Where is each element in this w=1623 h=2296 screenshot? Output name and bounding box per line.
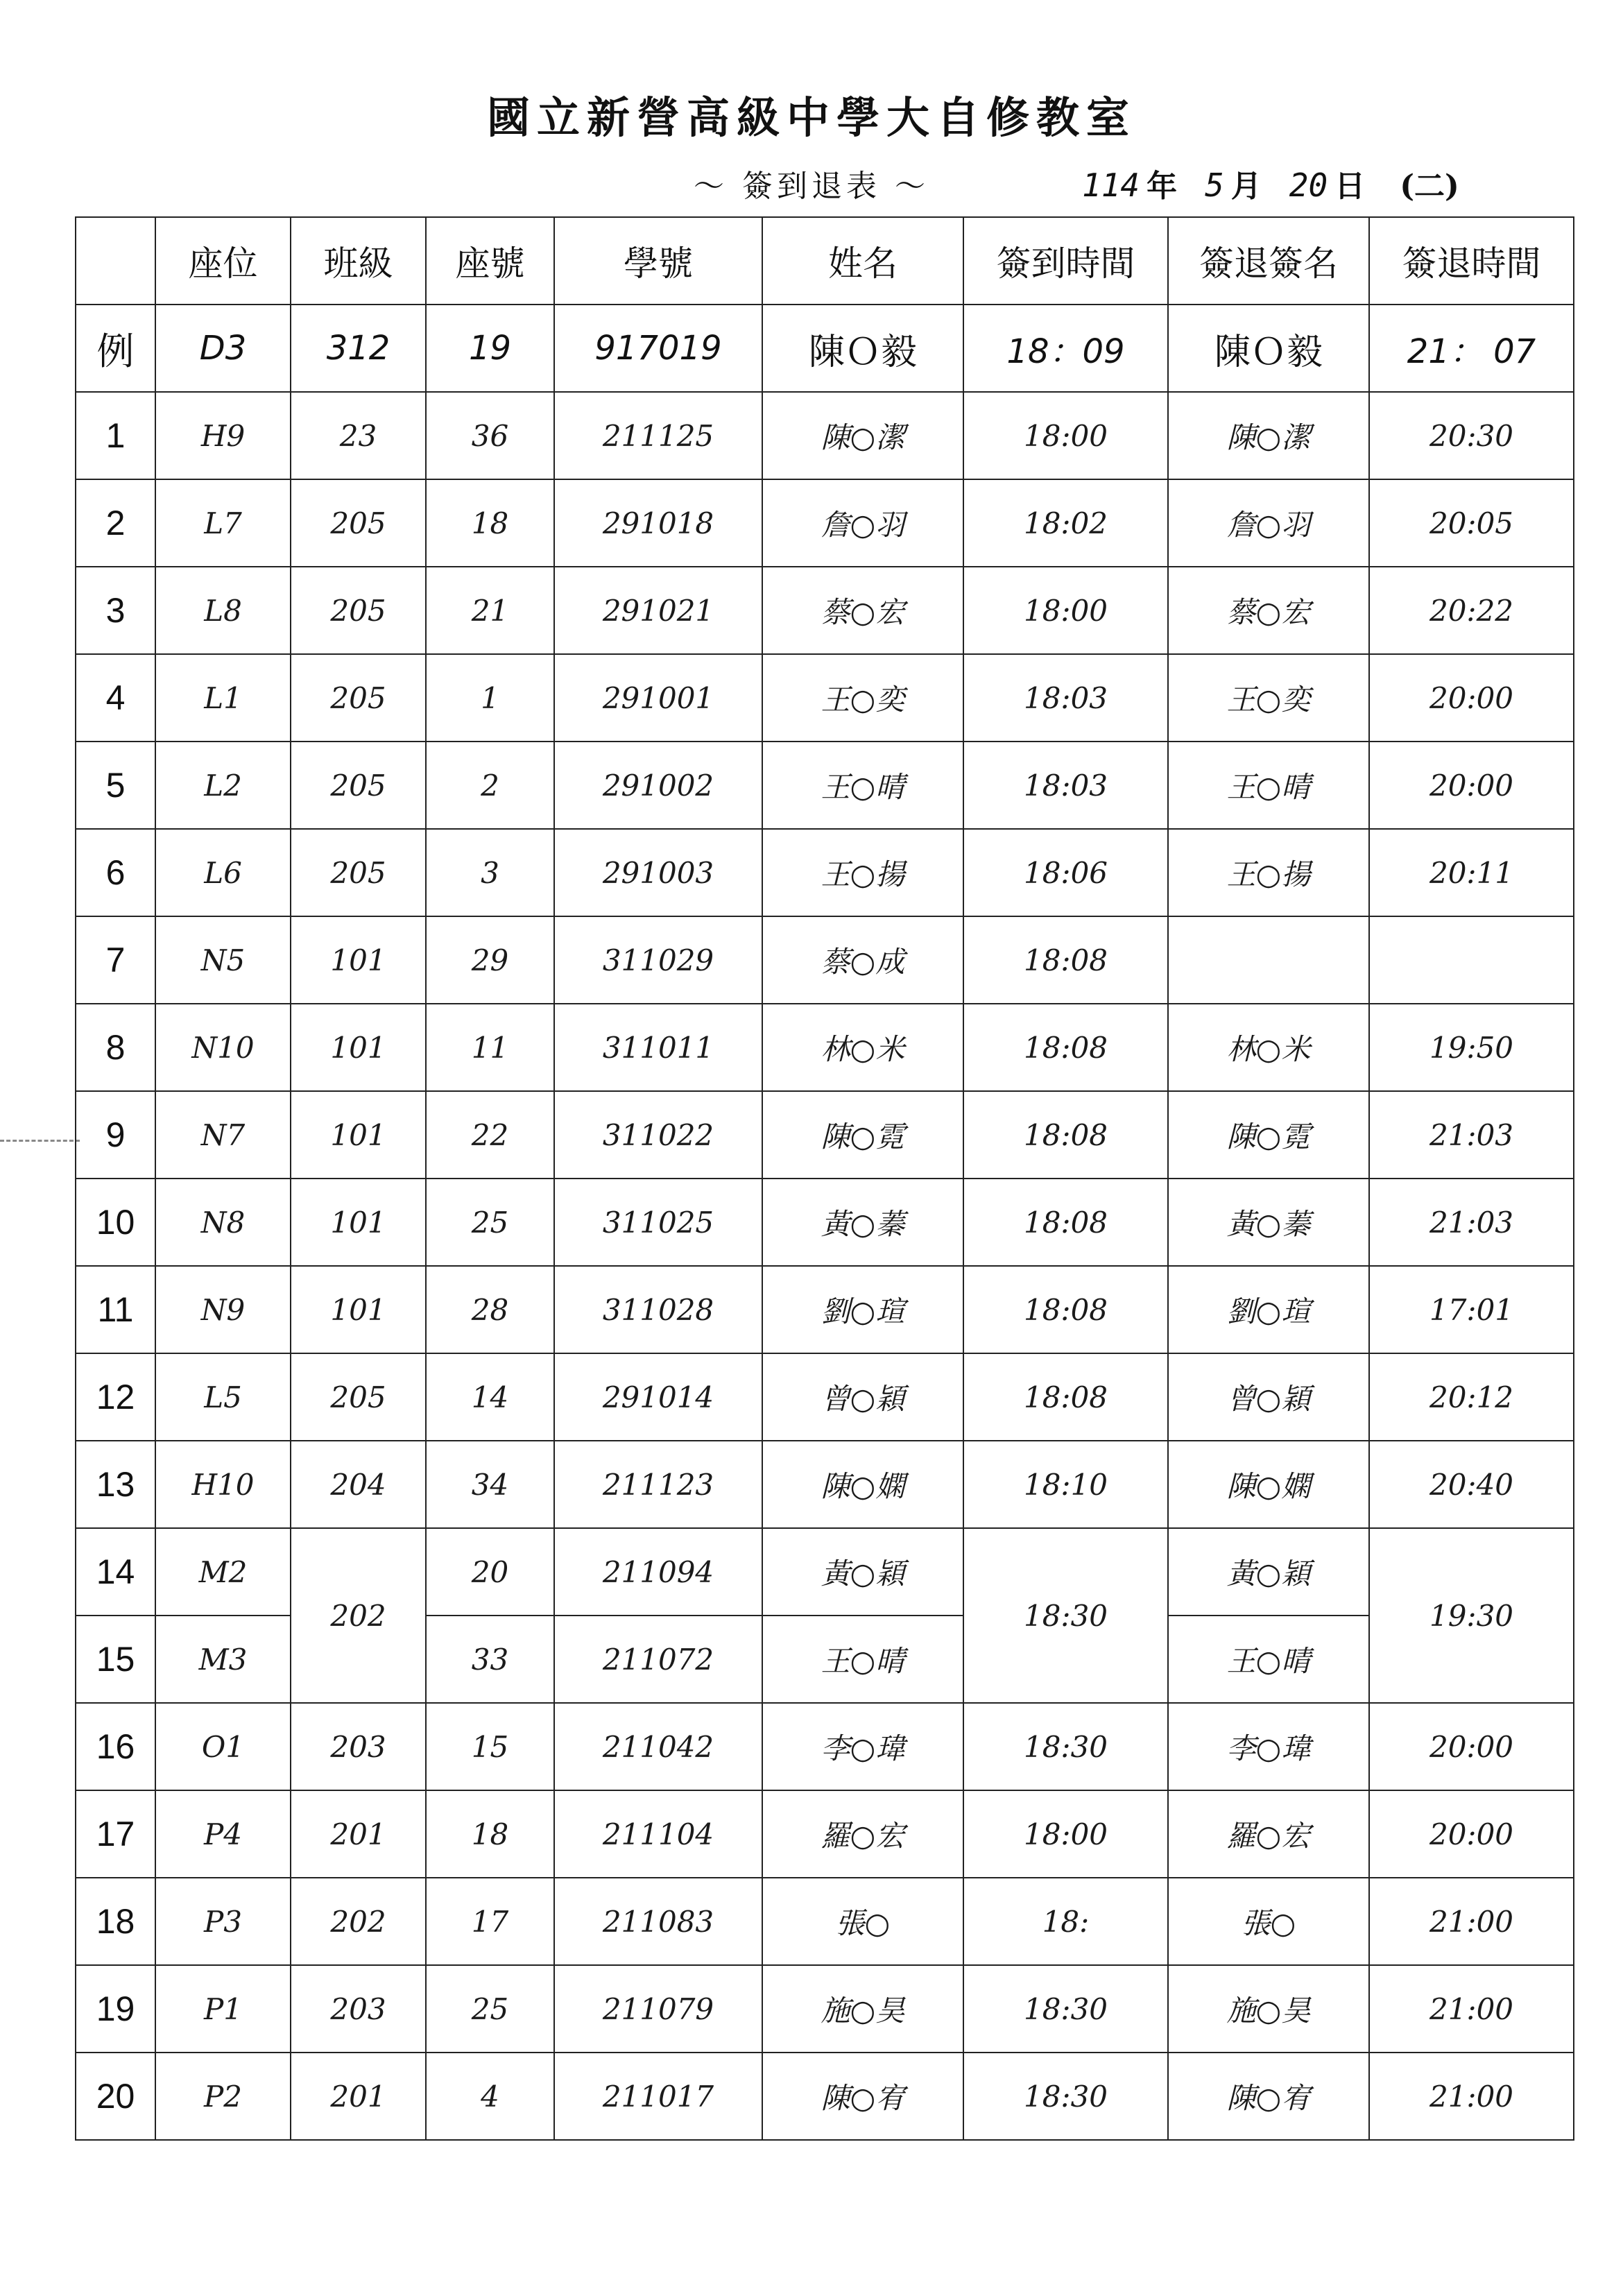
row-student-id: 311011 (554, 1004, 762, 1091)
row-checkout-signature: 林○米 (1168, 1004, 1369, 1091)
row-class: 205 (291, 654, 426, 742)
row-checkin-time: 18: (963, 1878, 1168, 1965)
row-checkout-signature: 施○昊 (1168, 1965, 1369, 2053)
example-class: 312 (291, 305, 426, 392)
row-name: 蔡○宏 (762, 567, 963, 654)
row-checkin-time: 18:00 (963, 567, 1168, 654)
row-seat-no: 1 (426, 654, 554, 742)
date-day-label: 日 (1334, 169, 1366, 204)
header-seat-no: 座號 (426, 217, 554, 305)
row-student-id: 311025 (554, 1179, 762, 1266)
header-name: 姓名 (762, 217, 963, 305)
row-index: 12 (76, 1353, 155, 1441)
form-date (1082, 161, 1487, 205)
row-class: 205 (291, 742, 426, 829)
row-checkout-time: 21:00 (1369, 2053, 1574, 2140)
row-seat-no: 11 (426, 1004, 554, 1091)
row-seat-no: 18 (426, 1790, 554, 1878)
row-seat-no: 21 (426, 567, 554, 654)
row-checkout-time: 19:50 (1369, 1004, 1574, 1091)
row-checkin-time: 18:08 (963, 1004, 1168, 1091)
date-year-value: 114 (1082, 166, 1140, 204)
row-seat: L5 (155, 1353, 291, 1441)
header-seat: 座位 (155, 217, 291, 305)
row-seat: N7 (155, 1091, 291, 1179)
row-checkout-signature: 陳○霓 (1168, 1091, 1369, 1179)
row-checkin-time: 18:08 (963, 1091, 1168, 1179)
header-class: 班級 (291, 217, 426, 305)
row-seat: O1 (155, 1703, 291, 1790)
row-seat-no: 34 (426, 1441, 554, 1528)
row-checkout-time (1369, 916, 1574, 1004)
row-seat: M3 (155, 1616, 291, 1703)
row-checkin-time: 18:08 (963, 916, 1168, 1004)
table-row (76, 1004, 1574, 1091)
row-checkout-time: 20:12 (1369, 1353, 1574, 1441)
table-row (76, 916, 1574, 1004)
table-row (76, 829, 1574, 916)
row-checkout-time: 20:00 (1369, 1790, 1574, 1878)
table-row (76, 1528, 1574, 1616)
row-seat: M2 (155, 1528, 291, 1616)
row-class: 101 (291, 1091, 426, 1179)
row-name: 劉○瑄 (762, 1266, 963, 1353)
table-row (76, 1353, 1574, 1441)
row-checkout-signature: 王○晴 (1168, 1616, 1369, 1703)
row-seat-no: 15 (426, 1703, 554, 1790)
row-checkout-signature: 詹○羽 (1168, 479, 1369, 567)
row-index: 5 (76, 742, 155, 829)
row-student-id: 311028 (554, 1266, 762, 1353)
row-checkout-time: 21:03 (1369, 1179, 1574, 1266)
table-row (76, 1179, 1574, 1266)
row-seat-no: 28 (426, 1266, 554, 1353)
row-seat-no: 14 (426, 1353, 554, 1441)
row-index: 20 (76, 2053, 155, 2140)
row-checkin-time: 18:00 (963, 392, 1168, 479)
row-student-id: 211125 (554, 392, 762, 479)
row-student-id: 291003 (554, 829, 762, 916)
row-checkout-signature: 王○揚 (1168, 829, 1369, 916)
row-seat-no: 25 (426, 1965, 554, 2053)
row-class: 202 (291, 1878, 426, 1965)
row-seat: N9 (155, 1266, 291, 1353)
row-checkout-time: 21:03 (1369, 1091, 1574, 1179)
row-checkout-time: 20:00 (1369, 1703, 1574, 1790)
row-name: 王○揚 (762, 829, 963, 916)
row-checkout-signature: 陳○嫻 (1168, 1441, 1369, 1528)
row-student-id: 211094 (554, 1528, 762, 1616)
row-seat: N10 (155, 1004, 291, 1091)
row-name: 詹○羽 (762, 479, 963, 567)
example-row (76, 305, 1574, 392)
table-row (76, 1703, 1574, 1790)
table-row (76, 1091, 1574, 1179)
row-checkout-signature: 劉○瑄 (1168, 1266, 1369, 1353)
table-row (76, 1965, 1574, 2053)
row-seat-no: 25 (426, 1179, 554, 1266)
row-name: 蔡○成 (762, 916, 963, 1004)
row-seat: N5 (155, 916, 291, 1004)
row-index: 1 (76, 392, 155, 479)
row-index: 3 (76, 567, 155, 654)
row-class: 202 (291, 1528, 426, 1703)
row-checkout-signature: 陳○潔 (1168, 392, 1369, 479)
table-row (76, 392, 1574, 479)
row-checkin-time: 18:03 (963, 654, 1168, 742)
row-name: 陳○宥 (762, 2053, 963, 2140)
row-seat-no: 36 (426, 392, 554, 479)
example-seat: D3 (155, 305, 291, 392)
row-student-id: 211104 (554, 1790, 762, 1878)
margin-dashes (0, 1140, 80, 1142)
row-checkout-signature: 王○晴 (1168, 742, 1369, 829)
header-student-id: 學號 (554, 217, 762, 305)
row-checkout-signature: 張○ (1168, 1878, 1369, 1965)
table-row (76, 742, 1574, 829)
row-checkout-time: 20:40 (1369, 1441, 1574, 1528)
signin-table (75, 216, 1574, 2141)
date-month-value: 5 (1205, 166, 1224, 204)
row-index: 16 (76, 1703, 155, 1790)
row-checkout-time: 20:00 (1369, 742, 1574, 829)
row-checkout-signature (1168, 916, 1369, 1004)
row-checkin-time: 18:30 (963, 1965, 1168, 2053)
row-name: 黃○穎 (762, 1528, 963, 1616)
example-checkin-time: 18：09 (963, 305, 1168, 392)
example-checkout-time: 21： 07 (1369, 305, 1574, 392)
row-seat: L2 (155, 742, 291, 829)
row-checkin-time: 18:30 (963, 2053, 1168, 2140)
row-name: 陳○嫻 (762, 1441, 963, 1528)
row-index: 9 (76, 1091, 155, 1179)
row-checkout-signature: 黃○穎 (1168, 1528, 1369, 1616)
header-checkout-time: 簽退時間 (1369, 217, 1574, 305)
row-class: 101 (291, 1004, 426, 1091)
row-name: 羅○宏 (762, 1790, 963, 1878)
row-student-id: 311022 (554, 1091, 762, 1179)
row-index: 13 (76, 1441, 155, 1528)
table-row (76, 1266, 1574, 1353)
row-checkout-signature: 王○奕 (1168, 654, 1369, 742)
row-seat-no: 18 (426, 479, 554, 567)
row-name: 王○晴 (762, 742, 963, 829)
table-row (76, 1878, 1574, 1965)
row-class: 203 (291, 1703, 426, 1790)
row-seat: L6 (155, 829, 291, 916)
example-index: 例 (76, 305, 155, 392)
row-index: 4 (76, 654, 155, 742)
table-row (76, 2053, 1574, 2140)
table-row (76, 1790, 1574, 1878)
row-checkin-time: 18:08 (963, 1353, 1168, 1441)
row-student-id: 211072 (554, 1616, 762, 1703)
row-checkin-time: 18:08 (963, 1179, 1168, 1266)
row-index: 6 (76, 829, 155, 916)
row-checkin-time: 18:03 (963, 742, 1168, 829)
row-student-id: 211123 (554, 1441, 762, 1528)
date-day-value: 20 (1289, 166, 1328, 204)
table-row (76, 567, 1574, 654)
row-seat: H10 (155, 1441, 291, 1528)
row-checkout-signature: 陳○宥 (1168, 2053, 1369, 2140)
row-checkout-time: 17:01 (1369, 1266, 1574, 1353)
row-seat-no: 20 (426, 1528, 554, 1616)
row-checkout-signature: 李○瑋 (1168, 1703, 1369, 1790)
row-checkout-time: 20:05 (1369, 479, 1574, 567)
row-name: 林○米 (762, 1004, 963, 1091)
row-seat: L1 (155, 654, 291, 742)
row-index: 17 (76, 1790, 155, 1878)
row-class: 201 (291, 2053, 426, 2140)
example-name: 陳Ｏ毅 (762, 305, 963, 392)
row-student-id: 291014 (554, 1353, 762, 1441)
row-name: 張○ (762, 1878, 963, 1965)
row-seat: P1 (155, 1965, 291, 2053)
row-seat-no: 22 (426, 1091, 554, 1179)
row-checkout-time: 21:00 (1369, 1878, 1574, 1965)
example-student-id: 917019 (554, 305, 762, 392)
row-seat: L8 (155, 567, 291, 654)
row-checkin-time: 18:00 (963, 1790, 1168, 1878)
row-seat: H9 (155, 392, 291, 479)
row-class: 23 (291, 392, 426, 479)
row-name: 施○昊 (762, 1965, 963, 2053)
row-checkout-signature: 黃○蓁 (1168, 1179, 1369, 1266)
row-checkin-time: 18:02 (963, 479, 1168, 567)
row-index: 10 (76, 1179, 155, 1266)
row-seat-no: 17 (426, 1878, 554, 1965)
row-seat: L7 (155, 479, 291, 567)
row-checkin-time: 18:08 (963, 1266, 1168, 1353)
row-class: 205 (291, 829, 426, 916)
header-row (76, 217, 1574, 305)
row-index: 7 (76, 916, 155, 1004)
row-seat: P3 (155, 1878, 291, 1965)
row-student-id: 291018 (554, 479, 762, 567)
table-row (76, 654, 1574, 742)
row-index: 14 (76, 1528, 155, 1616)
table-row (76, 479, 1574, 567)
form-subtitle: ～ 簽到退表 ～ (694, 169, 929, 204)
row-name: 李○瑋 (762, 1703, 963, 1790)
row-class: 101 (291, 916, 426, 1004)
row-class: 203 (291, 1965, 426, 2053)
row-seat-no: 2 (426, 742, 554, 829)
header-checkout-signature: 簽退簽名 (1168, 217, 1369, 305)
row-name: 曾○穎 (762, 1353, 963, 1441)
header-checkin-time: 簽到時間 (963, 217, 1168, 305)
row-checkin-time: 18:30 (963, 1703, 1168, 1790)
example-checkout-signature: 陳Ｏ毅 (1168, 305, 1369, 392)
table-row (76, 1441, 1574, 1528)
date-year-label: 年 (1147, 169, 1178, 204)
date-weekday: (二) (1400, 169, 1459, 204)
row-checkout-signature: 羅○宏 (1168, 1790, 1369, 1878)
row-checkout-time: 20:00 (1369, 654, 1574, 742)
row-index: 8 (76, 1004, 155, 1091)
row-seat-no: 33 (426, 1616, 554, 1703)
row-class: 205 (291, 1353, 426, 1441)
row-student-id: 311029 (554, 916, 762, 1004)
row-class: 204 (291, 1441, 426, 1528)
row-seat: P4 (155, 1790, 291, 1878)
row-student-id: 211042 (554, 1703, 762, 1790)
row-name: 陳○霓 (762, 1091, 963, 1179)
row-student-id: 291001 (554, 654, 762, 742)
row-checkout-time: 20:30 (1369, 392, 1574, 479)
row-class: 101 (291, 1266, 426, 1353)
row-seat: P2 (155, 2053, 291, 2140)
row-name: 陳○潔 (762, 392, 963, 479)
row-checkout-time: 21:00 (1369, 1965, 1574, 2053)
row-index: 18 (76, 1878, 155, 1965)
row-checkout-time: 19:30 (1369, 1528, 1574, 1703)
row-class: 101 (291, 1179, 426, 1266)
row-index: 15 (76, 1616, 155, 1703)
row-student-id: 291021 (554, 567, 762, 654)
row-index: 11 (76, 1266, 155, 1353)
row-index: 19 (76, 1965, 155, 2053)
row-student-id: 291002 (554, 742, 762, 829)
row-checkin-time: 18:10 (963, 1441, 1168, 1528)
row-student-id: 211017 (554, 2053, 762, 2140)
row-student-id: 211079 (554, 1965, 762, 2053)
date-month-label: 月 (1230, 169, 1262, 204)
row-name: 王○晴 (762, 1616, 963, 1703)
row-seat: N8 (155, 1179, 291, 1266)
row-student-id: 211083 (554, 1878, 762, 1965)
row-class: 205 (291, 479, 426, 567)
row-class: 201 (291, 1790, 426, 1878)
form-title: 國立新營高級中學大自修教室 (486, 92, 1136, 143)
row-class: 205 (291, 567, 426, 654)
row-checkin-time: 18:30 (963, 1528, 1168, 1703)
row-seat-no: 4 (426, 2053, 554, 2140)
row-checkout-signature: 曾○穎 (1168, 1353, 1369, 1441)
row-index: 2 (76, 479, 155, 567)
row-name: 王○奕 (762, 654, 963, 742)
header-index (76, 217, 155, 305)
row-name: 黃○蓁 (762, 1179, 963, 1266)
example-seat-no: 19 (426, 305, 554, 392)
row-seat-no: 29 (426, 916, 554, 1004)
row-checkout-time: 20:11 (1369, 829, 1574, 916)
row-seat-no: 3 (426, 829, 554, 916)
row-checkin-time: 18:06 (963, 829, 1168, 916)
row-checkout-time: 20:22 (1369, 567, 1574, 654)
row-checkout-signature: 蔡○宏 (1168, 567, 1369, 654)
